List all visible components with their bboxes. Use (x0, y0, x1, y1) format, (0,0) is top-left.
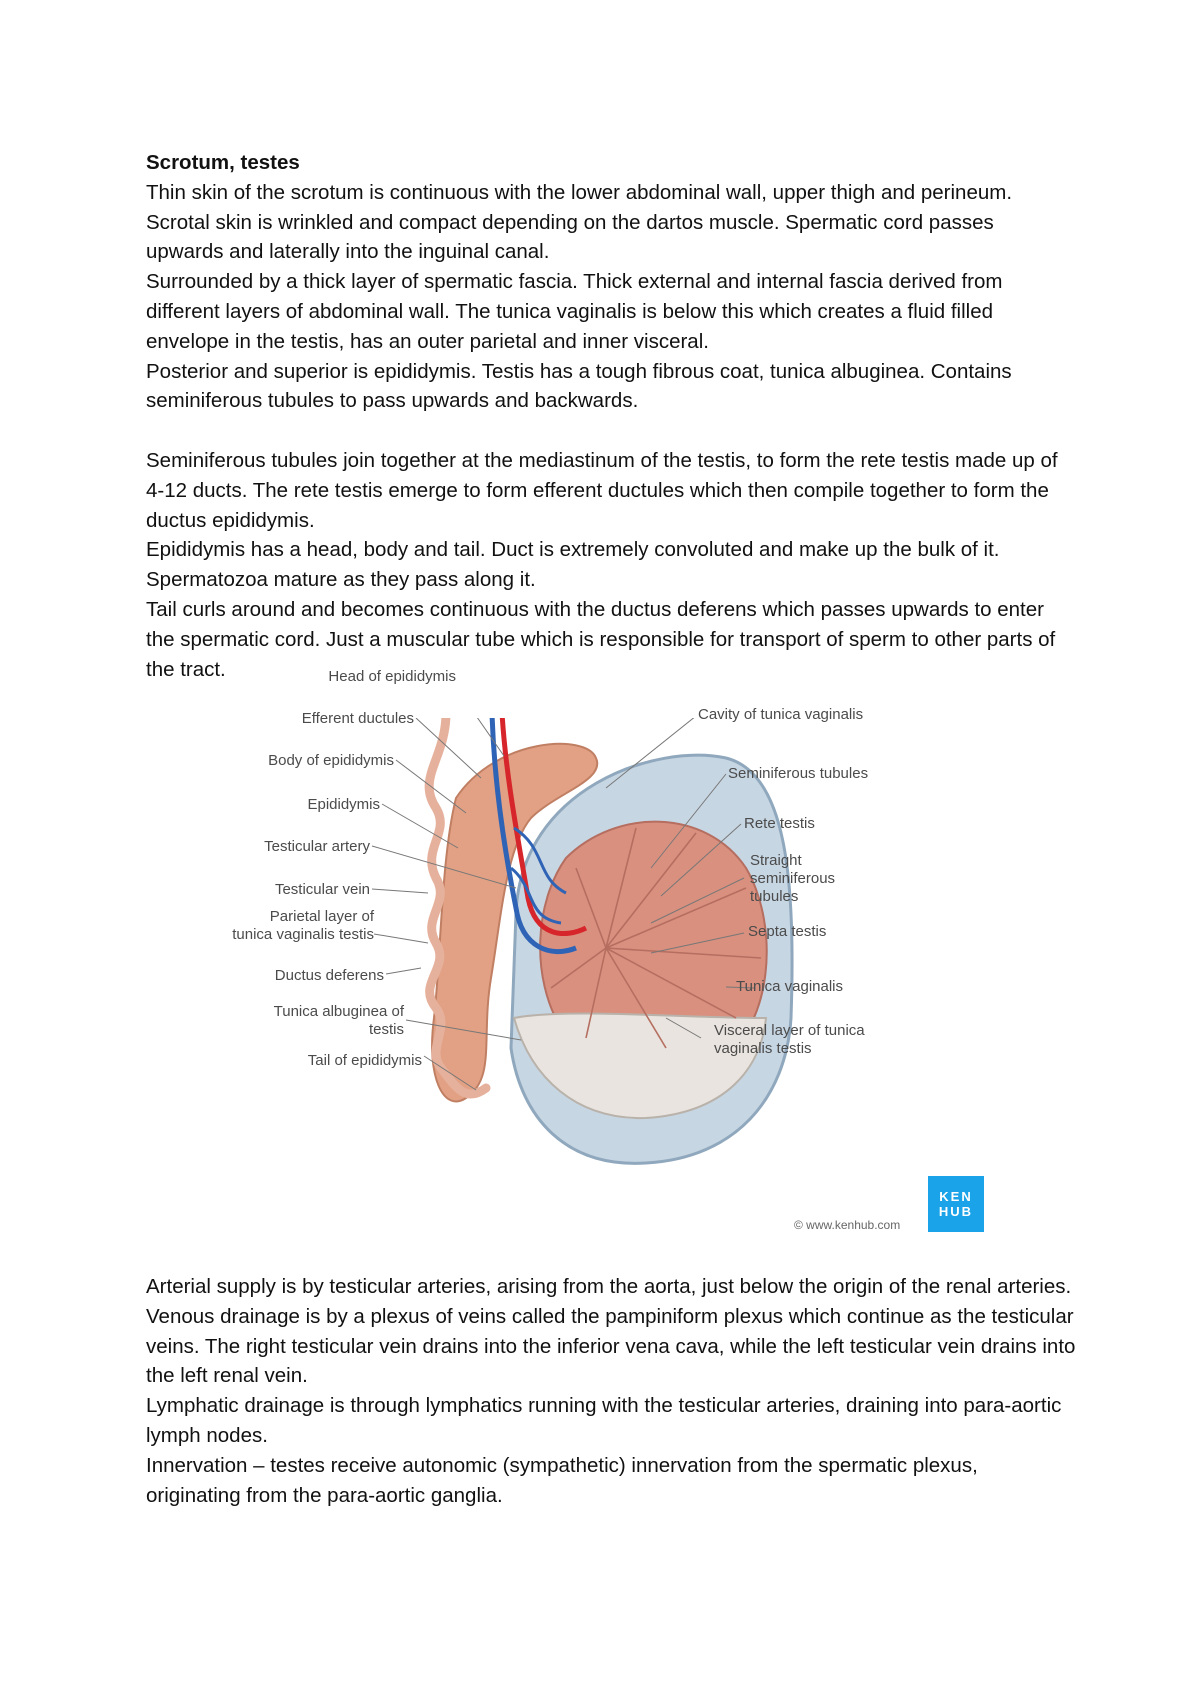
kenhub-logo (928, 1176, 984, 1232)
testis-anatomy-figure (232, 668, 1006, 1236)
paragraph: Thin skin of the scrotum is continuous with the lower abdominal wall, upper thigh and perineum. Scrotal skin is wrinkled and compact depending on the dartos muscle. Spermatic cord passes upwards and laterally into the inguinal canal. (146, 180, 1013, 264)
label-head-of-epididymis: Head of epididymis (328, 668, 456, 685)
label-testicular-artery: Testicular artery (264, 838, 370, 855)
logo-text: HUB (938, 1204, 974, 1219)
label-seminiferous-tubules: Seminiferous tubules (728, 765, 869, 782)
label-body-of-epididymis: Body of epididymis (268, 752, 394, 769)
paragraph: Seminiferous tubules join together at the mediastinum of the testis, to form the rete testis made up of 4-12 ducts. The rete testis emerge to form efferent ductules which then compile together to form the ductus epididymis. (146, 448, 1058, 532)
label-cavity-of-tunica-vaginalis: Cavity of tunica vaginalis (698, 706, 864, 723)
section-scrotum-testes (146, 148, 1076, 684)
paragraph: Innervation – testes receive autonomic (sympathetic) innervation from the spermatic plexus, originating from the para-aortic ganglia. (146, 1453, 978, 1507)
label-straight-seminiferous-tubules: Straight seminiferous tubules (750, 852, 836, 905)
section-heading: Scrotum, testes (146, 151, 300, 174)
label-parietal-layer: Parietal layer of tunica vaginalis testis (232, 908, 374, 943)
label-visceral-layer: Visceral layer of tunica vaginalis testis (714, 1022, 865, 1057)
label-rete-testis: Rete testis (744, 815, 815, 832)
label-ductus-deferens: Ductus deferens (274, 967, 384, 984)
paragraph: Lymphatic drainage is through lymphatics running with the testicular arteries, draining into para-aortic lymph nodes. (146, 1394, 1062, 1447)
paragraph: Venous drainage is by a plexus of veins called the pampiniform plexus which continue as the testicular veins. The right testicular vein drains into the inferior vena cava, while the left testicular vein drains into the left renal vein. (146, 1304, 1076, 1388)
paragraph: Epididymis has a head, body and tail. Duct is extremely convoluted and make up the bulk of it. Spermatozoa mature as they pass along it. (146, 538, 1000, 592)
paragraph: Arterial supply is by testicular arteries, arising from the aorta, just below the origin of the renal arteries. (146, 1275, 1072, 1298)
label-tunica-albuginea: Tunica albuginea of testis (273, 1003, 404, 1038)
section-supply-drainage (146, 1272, 1076, 1510)
label-tail-of-epididymis: Tail of epididymis (307, 1052, 422, 1069)
logo-text: KEN (939, 1189, 973, 1204)
label-efferent-ductules: Efferent ductules (301, 710, 414, 727)
label-epididymis: Epididymis (307, 796, 380, 813)
paragraph: Posterior and superior is epididymis. Testis has a tough fibrous coat, tunica albuginea. Contains seminiferous tubules to pass upwards and backwards. (146, 359, 1012, 413)
label-testicular-vein: Testicular vein (274, 881, 370, 898)
image-credit: © www.kenhub.com (794, 1218, 901, 1232)
label-tunica-vaginalis: Tunica vaginalis (736, 978, 843, 995)
paragraph: Tail curls around and becomes continuous with the ductus deferens which passes upwards to enter the spermatic cord. Just a muscular tube which is responsible for transport of sperm to other parts of the tract. (146, 597, 1056, 681)
label-septa-testis: Septa testis (748, 923, 827, 940)
paragraph: Surrounded by a thick layer of spermatic fascia. Thick external and internal fascia derived from different layers of abdominal wall. The tunica vaginalis is below this which creates a fluid filled envelope in the testis, has an outer parietal and inner visceral. (146, 270, 1003, 353)
